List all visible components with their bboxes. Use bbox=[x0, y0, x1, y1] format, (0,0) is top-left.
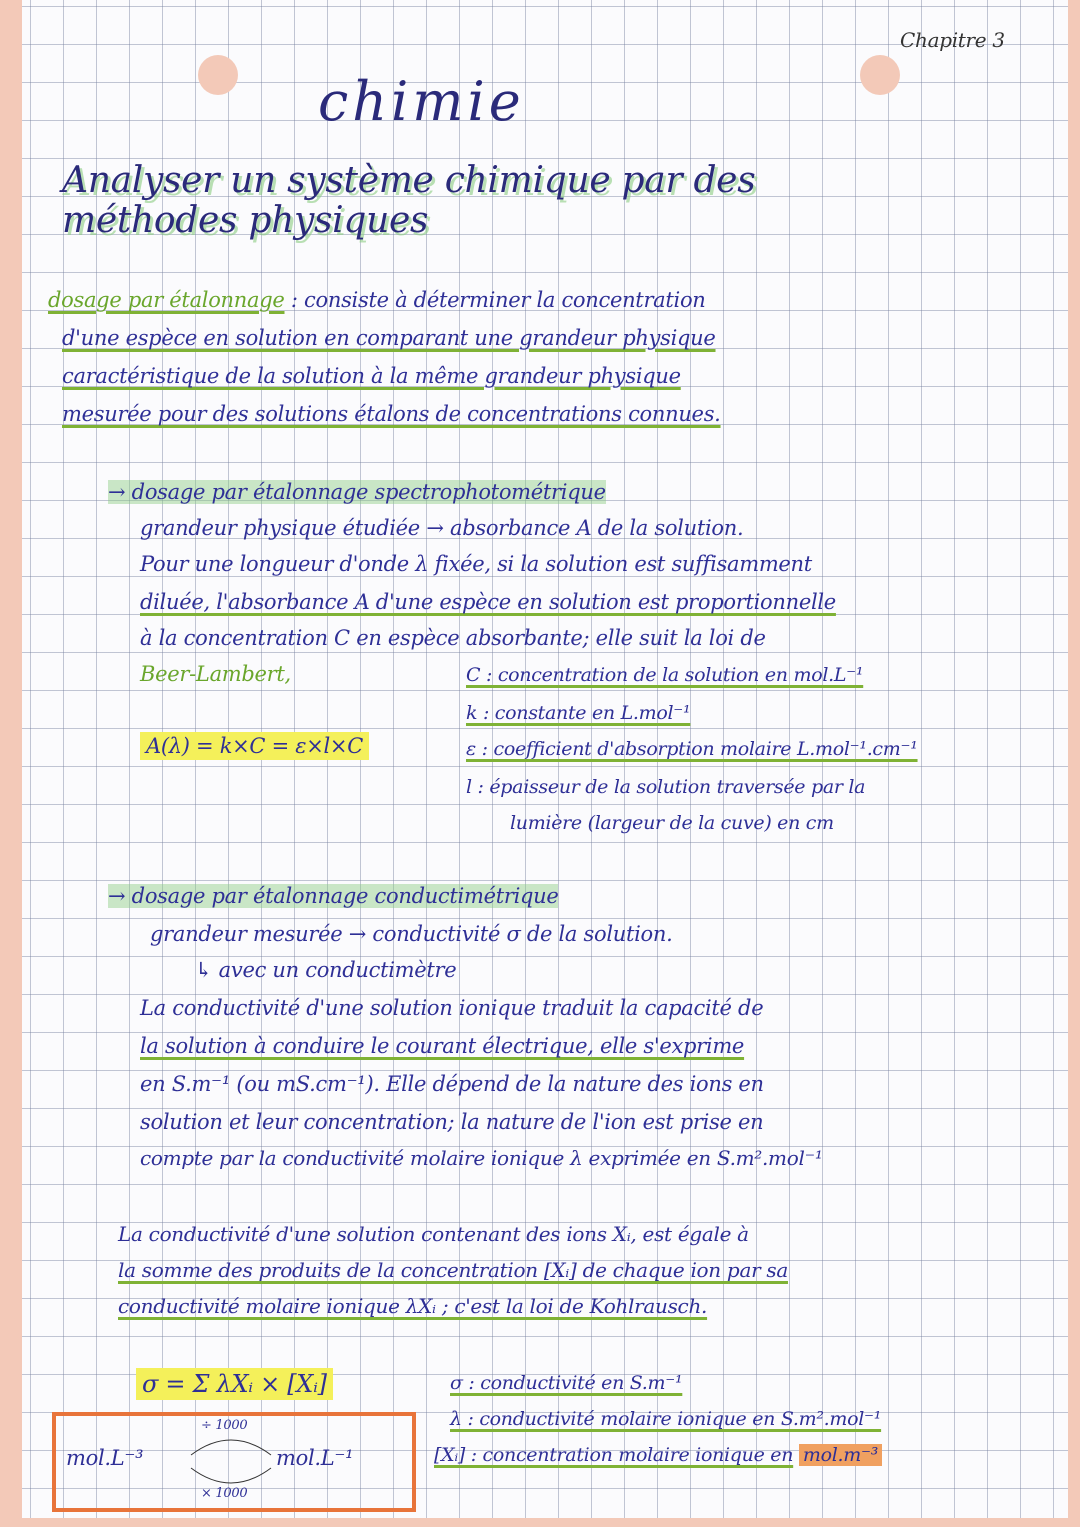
definition: σ : conductivité en S.m⁻¹ bbox=[450, 1372, 683, 1394]
heading-line: méthodes physiques bbox=[62, 200, 429, 241]
definition: l : épaisseur de la solution traversée par la bbox=[466, 776, 866, 798]
conducto-line: solution et leur concentration; la nature de l'ion est prise en bbox=[140, 1110, 764, 1134]
definition: λ : conductivité molaire ionique en S.m².mol⁻¹ bbox=[450, 1408, 882, 1430]
conducto-line: en S.m⁻¹ (ou mS.cm⁻¹). Elle dépend de la nature des ions en bbox=[140, 1072, 764, 1096]
page-title: chimie bbox=[318, 70, 525, 133]
intro-term: dosage par étalonnage bbox=[48, 288, 285, 312]
heading-line: Analyser un système chimique par des bbox=[62, 160, 756, 201]
chapter-label: Chapitre 3 bbox=[900, 28, 1005, 52]
section-heading: → dosage par étalonnage spectrophotométrique bbox=[108, 480, 606, 504]
spectro-line: diluée, l'absorbance A d'une espèce en solution est proportionnelle bbox=[140, 590, 836, 614]
conducto-line: compte par la conductivité molaire ionique λ exprimée en S.m².mol⁻¹ bbox=[140, 1146, 823, 1170]
definition: [Xᵢ] : concentration molaire ionique en bbox=[434, 1444, 794, 1466]
conducto-line: grandeur mesurée → conductivité σ de la solution. bbox=[150, 922, 673, 946]
spectro-line: Pour une longueur d'onde λ fixée, si la solution est suffisamment bbox=[140, 552, 812, 576]
definition: C : concentration de la solution en mol.L⁻¹ bbox=[466, 664, 864, 686]
conversion-top: ÷ 1000 bbox=[201, 1418, 248, 1433]
spectro-line: à la concentration C en espèce absorbante; elle suit la loi de bbox=[140, 626, 766, 650]
conducto-line: ↳ avec un conductimètre bbox=[195, 958, 457, 982]
conducto-line: la solution à conduire le courant électrique, elle s'exprime bbox=[140, 1034, 745, 1058]
conversion-bottom: × 1000 bbox=[201, 1486, 248, 1501]
intro-line: d'une espèce en solution en comparant une grandeur physique bbox=[62, 326, 716, 350]
law-name: Beer-Lambert, bbox=[140, 662, 291, 686]
intro-line: caractéristique de la solution à la même grandeur physique bbox=[62, 364, 681, 388]
kohlrausch-formula: σ = Σ λXᵢ × [Xᵢ] bbox=[136, 1368, 333, 1400]
punch-hole bbox=[860, 55, 900, 95]
unit-conversion-box bbox=[52, 1412, 416, 1512]
definition: k : constante en L.mol⁻¹ bbox=[466, 702, 691, 724]
unit-highlight: mol.m⁻³ bbox=[799, 1444, 882, 1466]
punch-hole bbox=[198, 55, 238, 95]
kohlrausch-line: La conductivité d'une solution contenant des ions Xᵢ, est égale à bbox=[118, 1222, 749, 1246]
definition: lumière (largeur de la cuve) en cm bbox=[510, 812, 834, 834]
conducto-line: La conductivité d'une solution ionique traduit la capacité de bbox=[140, 996, 764, 1020]
intro-line: mesurée pour des solutions étalons de concentrations connues. bbox=[62, 402, 721, 426]
kohlrausch-line: conductivité molaire ionique λXᵢ ; c'est la loi de Kohlrausch. bbox=[118, 1294, 708, 1318]
unit-left: mol.L⁻³ bbox=[66, 1446, 144, 1470]
unit-right: mol.L⁻¹ bbox=[276, 1446, 354, 1470]
conversion-arrows-icon bbox=[186, 1430, 276, 1490]
definition: ε : coefficient d'absorption molaire L.mol⁻¹.cm⁻¹ bbox=[466, 738, 918, 760]
section-heading: → dosage par étalonnage conductimétrique bbox=[108, 884, 559, 908]
spectro-line: grandeur physique étudiée → absorbance A de la solution. bbox=[140, 516, 744, 540]
beer-lambert-formula: A(λ) = k×C = ε×l×C bbox=[140, 732, 369, 760]
kohlrausch-line: la somme des produits de la concentration [Xᵢ] de chaque ion par sa bbox=[118, 1258, 788, 1282]
intro-line: : consiste à déterminer la concentration bbox=[290, 288, 706, 312]
